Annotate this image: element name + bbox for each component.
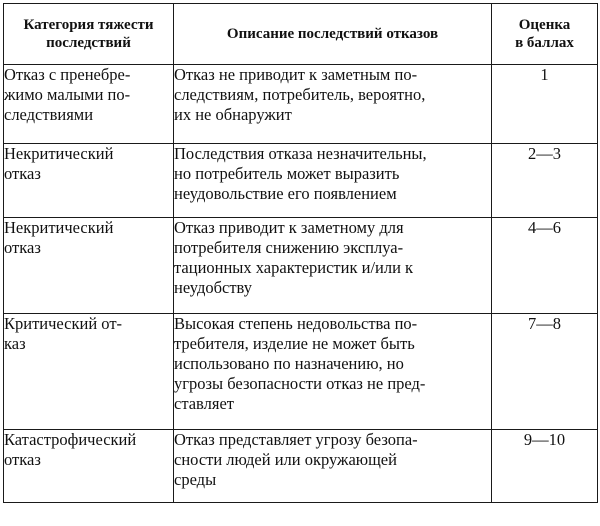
description-line: Отказ не приводит к заметным по- — [174, 65, 418, 84]
header-description-line: Описание последствий отказов — [226, 26, 439, 42]
category-cell — [4, 65, 174, 144]
description-line: неудовольствие его появлением — [174, 184, 397, 203]
category-cell — [4, 218, 174, 314]
category-line: Отказ с пренебре- — [4, 65, 131, 84]
description-line: Отказ представляет угрозу безопа- — [174, 430, 418, 449]
category-cell — [4, 144, 174, 218]
category-line: жимо малыми по- — [4, 85, 131, 104]
severity-table — [3, 3, 598, 503]
description-line: угрозы безопасности отказ не пред- — [174, 374, 426, 393]
description-line: тационных характеристик и/или к — [174, 258, 414, 277]
category-line: каз — [4, 334, 26, 353]
header-description — [174, 4, 492, 65]
category-line: отказ — [4, 238, 41, 257]
category-line: Катастрофический — [4, 430, 137, 449]
header-category-line: последствий — [46, 35, 131, 51]
table-row — [4, 218, 598, 314]
score-cell: 4—6 — [492, 218, 598, 314]
header-category — [4, 4, 174, 65]
description-line: сности людей или окружающей — [174, 450, 397, 469]
category-line: Некритический — [4, 144, 114, 163]
score-cell: 1 — [492, 65, 598, 144]
description-line: ставляет — [174, 394, 234, 413]
description-line: потребителя снижению эксплуа- — [174, 238, 404, 257]
table-row — [4, 430, 598, 503]
description-line: использовано по назначению, но — [174, 354, 404, 373]
category-line: следствиями — [4, 105, 94, 124]
description-cell — [174, 430, 492, 503]
description-line: но потребитель может выразить — [174, 164, 400, 183]
description-cell — [174, 65, 492, 144]
table-row — [4, 144, 598, 218]
category-line: отказ — [4, 450, 41, 469]
header-score — [492, 4, 598, 65]
category-line: Критический от- — [4, 314, 123, 333]
table-row — [4, 65, 598, 144]
header-score-line: в баллах — [515, 35, 574, 51]
description-line: Отказ приводит к заметному для — [174, 218, 404, 237]
category-line: Некритический — [4, 218, 114, 237]
score-cell: 9—10 — [492, 430, 598, 503]
score-cell: 7—8 — [492, 314, 598, 430]
category-cell — [4, 430, 174, 503]
description-line: Последствия отказа незначительны, — [174, 144, 427, 163]
score-cell: 2—3 — [492, 144, 598, 218]
header-category-line: Категория тяжести — [23, 17, 154, 33]
description-line: их не обнаружит — [174, 105, 292, 124]
table-row — [4, 314, 598, 430]
description-cell — [174, 314, 492, 430]
category-line: отказ — [4, 164, 41, 183]
description-line: Высокая степень недовольства по- — [174, 314, 418, 333]
description-line: неудобству — [174, 278, 253, 297]
header-score-line: Оценка — [518, 17, 571, 33]
category-cell — [4, 314, 174, 430]
description-line: среды — [174, 470, 217, 489]
header-row — [4, 4, 598, 65]
description-line: требителя, изделие не может быть — [174, 334, 415, 353]
description-cell — [174, 218, 492, 314]
description-line: следствиям, потребитель, вероятно, — [174, 85, 426, 104]
description-cell — [174, 144, 492, 218]
